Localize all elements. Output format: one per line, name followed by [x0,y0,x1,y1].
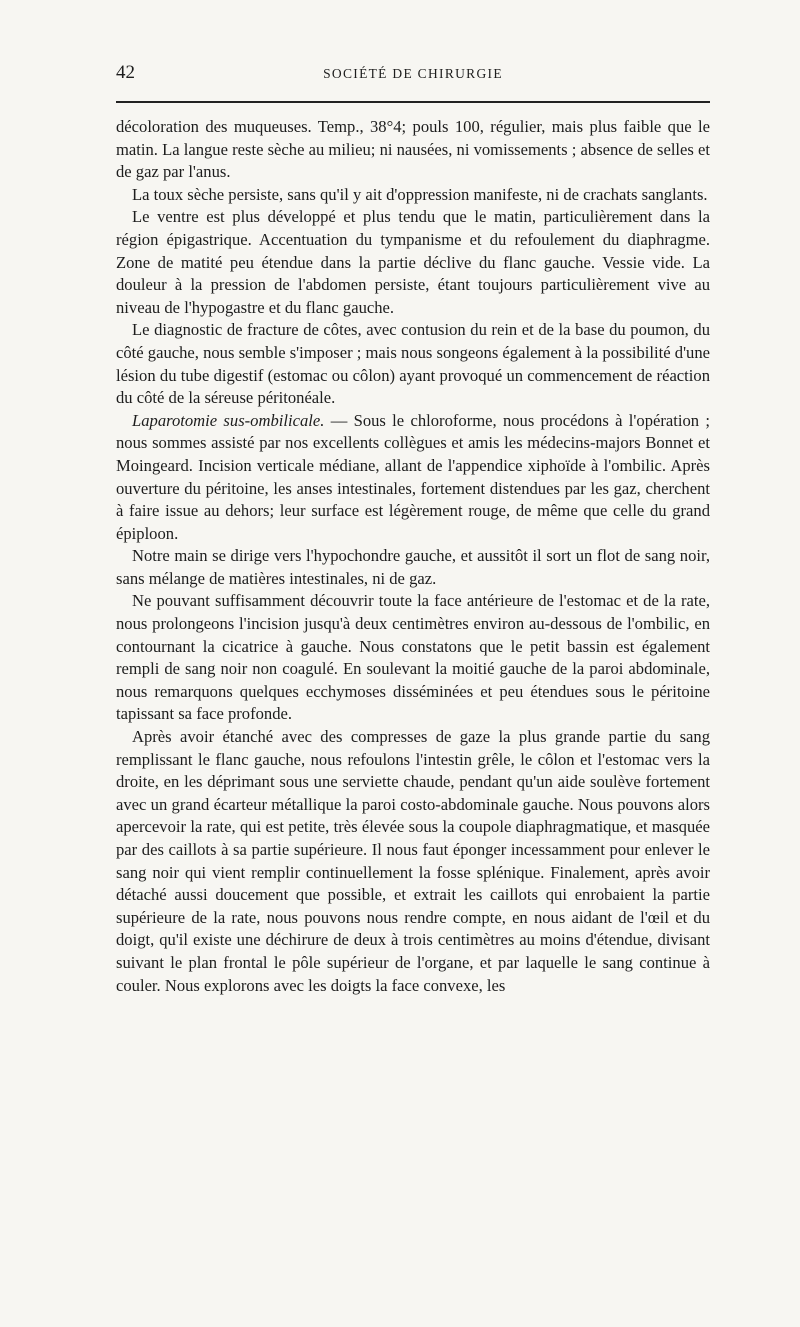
running-head [116,62,710,86]
header-rule [116,101,710,103]
running-title: SOCIÉTÉ DE CHIRURGIE [323,66,503,81]
paragraph-8: Après avoir étanché avec des compresses de gaze la plus grande partie du sang remplissant le flanc gauche, nous refoulons l'intestin grêle, le côlon et l'estomac vers la droite, en les déprimant sous une serviette chaude, pendant qu'un aide soulève fortement avec un grand écarteur métallique la paroi costo-abdominale gauche. Nous pouvons alors apercevoir la rate, qui est petite, très élevée sous la coupole diaphragmatique, et masquée par des caillots à sa partie supérieure. Il nous faut éponger incessamment pour enlever le sang noir qui vient remplir continuellement la fosse splénique. Finalement, après avoir détaché aussi doucement que possible, et extrait les caillots qui enrobaient la partie supérieure de la rate, nous pouvons nous rendre compte, en nous aidant de l'œil et du doigt, qu'il existe une déchirure de deux à trois centimètres au moins d'étendue, divisant suivant le plan frontal le pôle supérieur de l'organe, et par laquelle le sang continue à couler. Nous explorons avec les doigts la face convexe, les [116,727,710,995]
paragraph-6: Notre main se dirige vers l'hypochondre gauche, et aussitôt il sort un flot de sang noir, sans mélange de matières intestinales, ni de gaz. [116,546,710,588]
body-text [116,116,710,997]
section-heading-laparotomie: Laparotomie sus-ombilicale. [132,410,325,430]
paragraph-7: Ne pouvant suffisamment découvrir toute la face antérieure de l'estomac et de la rate, nous prolongeons l'incision jusqu'à deux centimètres environ au-dessous de l'ombilic, en contournant la cicatrice à gauche. Nous constatons que le petit bassin est également rempli de sang noir non coagulé. En soulevant la moitié gauche de la paroi abdominale, nous remarquons quelques ecchymoses disséminées et peu étendues sous le péritoine tapissant sa face profonde. [116,591,710,724]
paragraph-5 [116,410,710,546]
page-number: 42 [116,62,135,83]
paragraph-1: décoloration des muqueuses. Temp., 38°4; pouls 100, régulier, mais plus faible que le matin. La langue reste sèche au milieu; ni nausées, ni vomissements ; absence de selles et de gaz par l'anus. [116,117,710,182]
paragraph-3: Le ventre est plus développé et plus tendu que le matin, particulièrement dans la région épigastrique. Accentuation du tympanisme et du refoulement du diaphragme. Zone de matité peu étendue dans la partie déclive du flanc gauche. Vessie vide. La douleur à la pression de l'abdomen persiste, étant toujours particulièrement vive au niveau de l'hypogastre et du flanc gauche. [116,207,710,317]
paragraph-4: Le diagnostic de fracture de côtes, avec contusion du rein et de la base du poumon, du côté gauche, nous semble s'imposer ; mais nous songeons également à la possibilité d'une lésion du tube digestif (estomac ou côlon) ayant provoqué un commencement de réaction du côté de la séreuse péritonéale. [116,320,711,408]
paragraph-5-text: — Sous le chloroforme, nous procédons à l'opération ; nous sommes assisté par nos excellents collègues et amis les médecins-majors Bonnet et Moingeard. Incision verticale médiane, allant de l'appendice xiphoïde à l'ombilic. Après ouverture du péritoine, les anses intestinales, fortement distendues par les gaz, cherchent à faire issue au dehors; leur surface est légèrement rouge, de même que celle du grand épiploon. [116,410,710,543]
paragraph-2: La toux sèche persiste, sans qu'il y ait d'oppression manifeste, ni de crachats sanglants. [132,184,708,204]
